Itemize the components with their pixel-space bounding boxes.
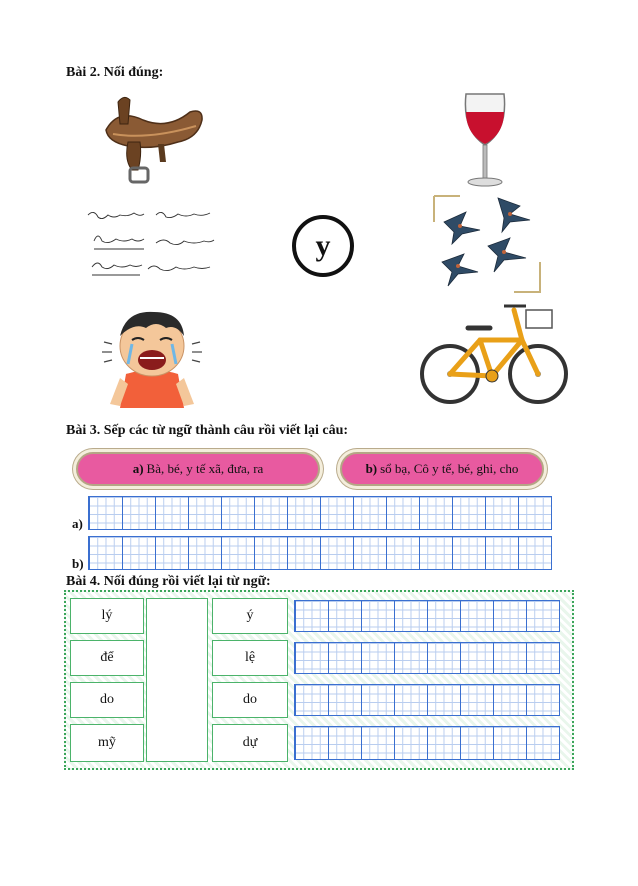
wine-glass-image xyxy=(460,90,510,190)
right-word-cell[interactable]: dự xyxy=(212,724,288,762)
right-word-cell[interactable]: ý xyxy=(212,598,288,634)
word-pill-b xyxy=(340,452,544,486)
left-word-cell[interactable]: do xyxy=(70,682,144,718)
crying-boy-image xyxy=(96,308,208,410)
right-word-cell[interactable]: do xyxy=(212,682,288,718)
left-word-cell[interactable]: để xyxy=(70,640,144,676)
word-writing-grid[interactable] xyxy=(294,642,560,674)
bai2-heading: Bài 2. Nối đúng: xyxy=(66,65,164,80)
right-word-cell[interactable]: lệ xyxy=(212,640,288,676)
left-word-cell[interactable]: lý xyxy=(70,598,144,634)
word-writing-grid[interactable] xyxy=(294,726,560,760)
word-writing-grid[interactable] xyxy=(294,600,560,632)
pill-a-label: a) xyxy=(132,461,144,476)
signatures-image xyxy=(84,205,219,290)
writing-grid-a[interactable] xyxy=(88,496,552,530)
saddle-image xyxy=(98,90,208,190)
row-a-label: a) xyxy=(72,516,83,531)
swallows-image xyxy=(430,192,545,297)
writing-grid-b[interactable] xyxy=(88,536,552,570)
row-b-label: b) xyxy=(72,556,84,571)
matching-area xyxy=(146,598,208,762)
word-writing-grid[interactable] xyxy=(294,684,560,716)
left-word-cell[interactable]: mỹ xyxy=(70,724,144,762)
bai3-heading: Bài 3. Sếp các từ ngữ thành câu rồi viết lại câu: xyxy=(66,423,349,438)
letter-y-circle: y xyxy=(292,215,354,277)
pill-a-text: Bà, bé, y tế xã, đưa, ra xyxy=(146,461,264,476)
pill-b-text: sổ bạ, Cô y tế, bé, ghi, cho xyxy=(380,461,519,476)
bai4-heading: Bài 4. Nối đúng rồi viết lại từ ngữ: xyxy=(66,574,271,589)
word-pill-a xyxy=(76,452,320,486)
bicycle-image xyxy=(418,296,570,412)
pill-b-label: b) xyxy=(365,461,378,476)
